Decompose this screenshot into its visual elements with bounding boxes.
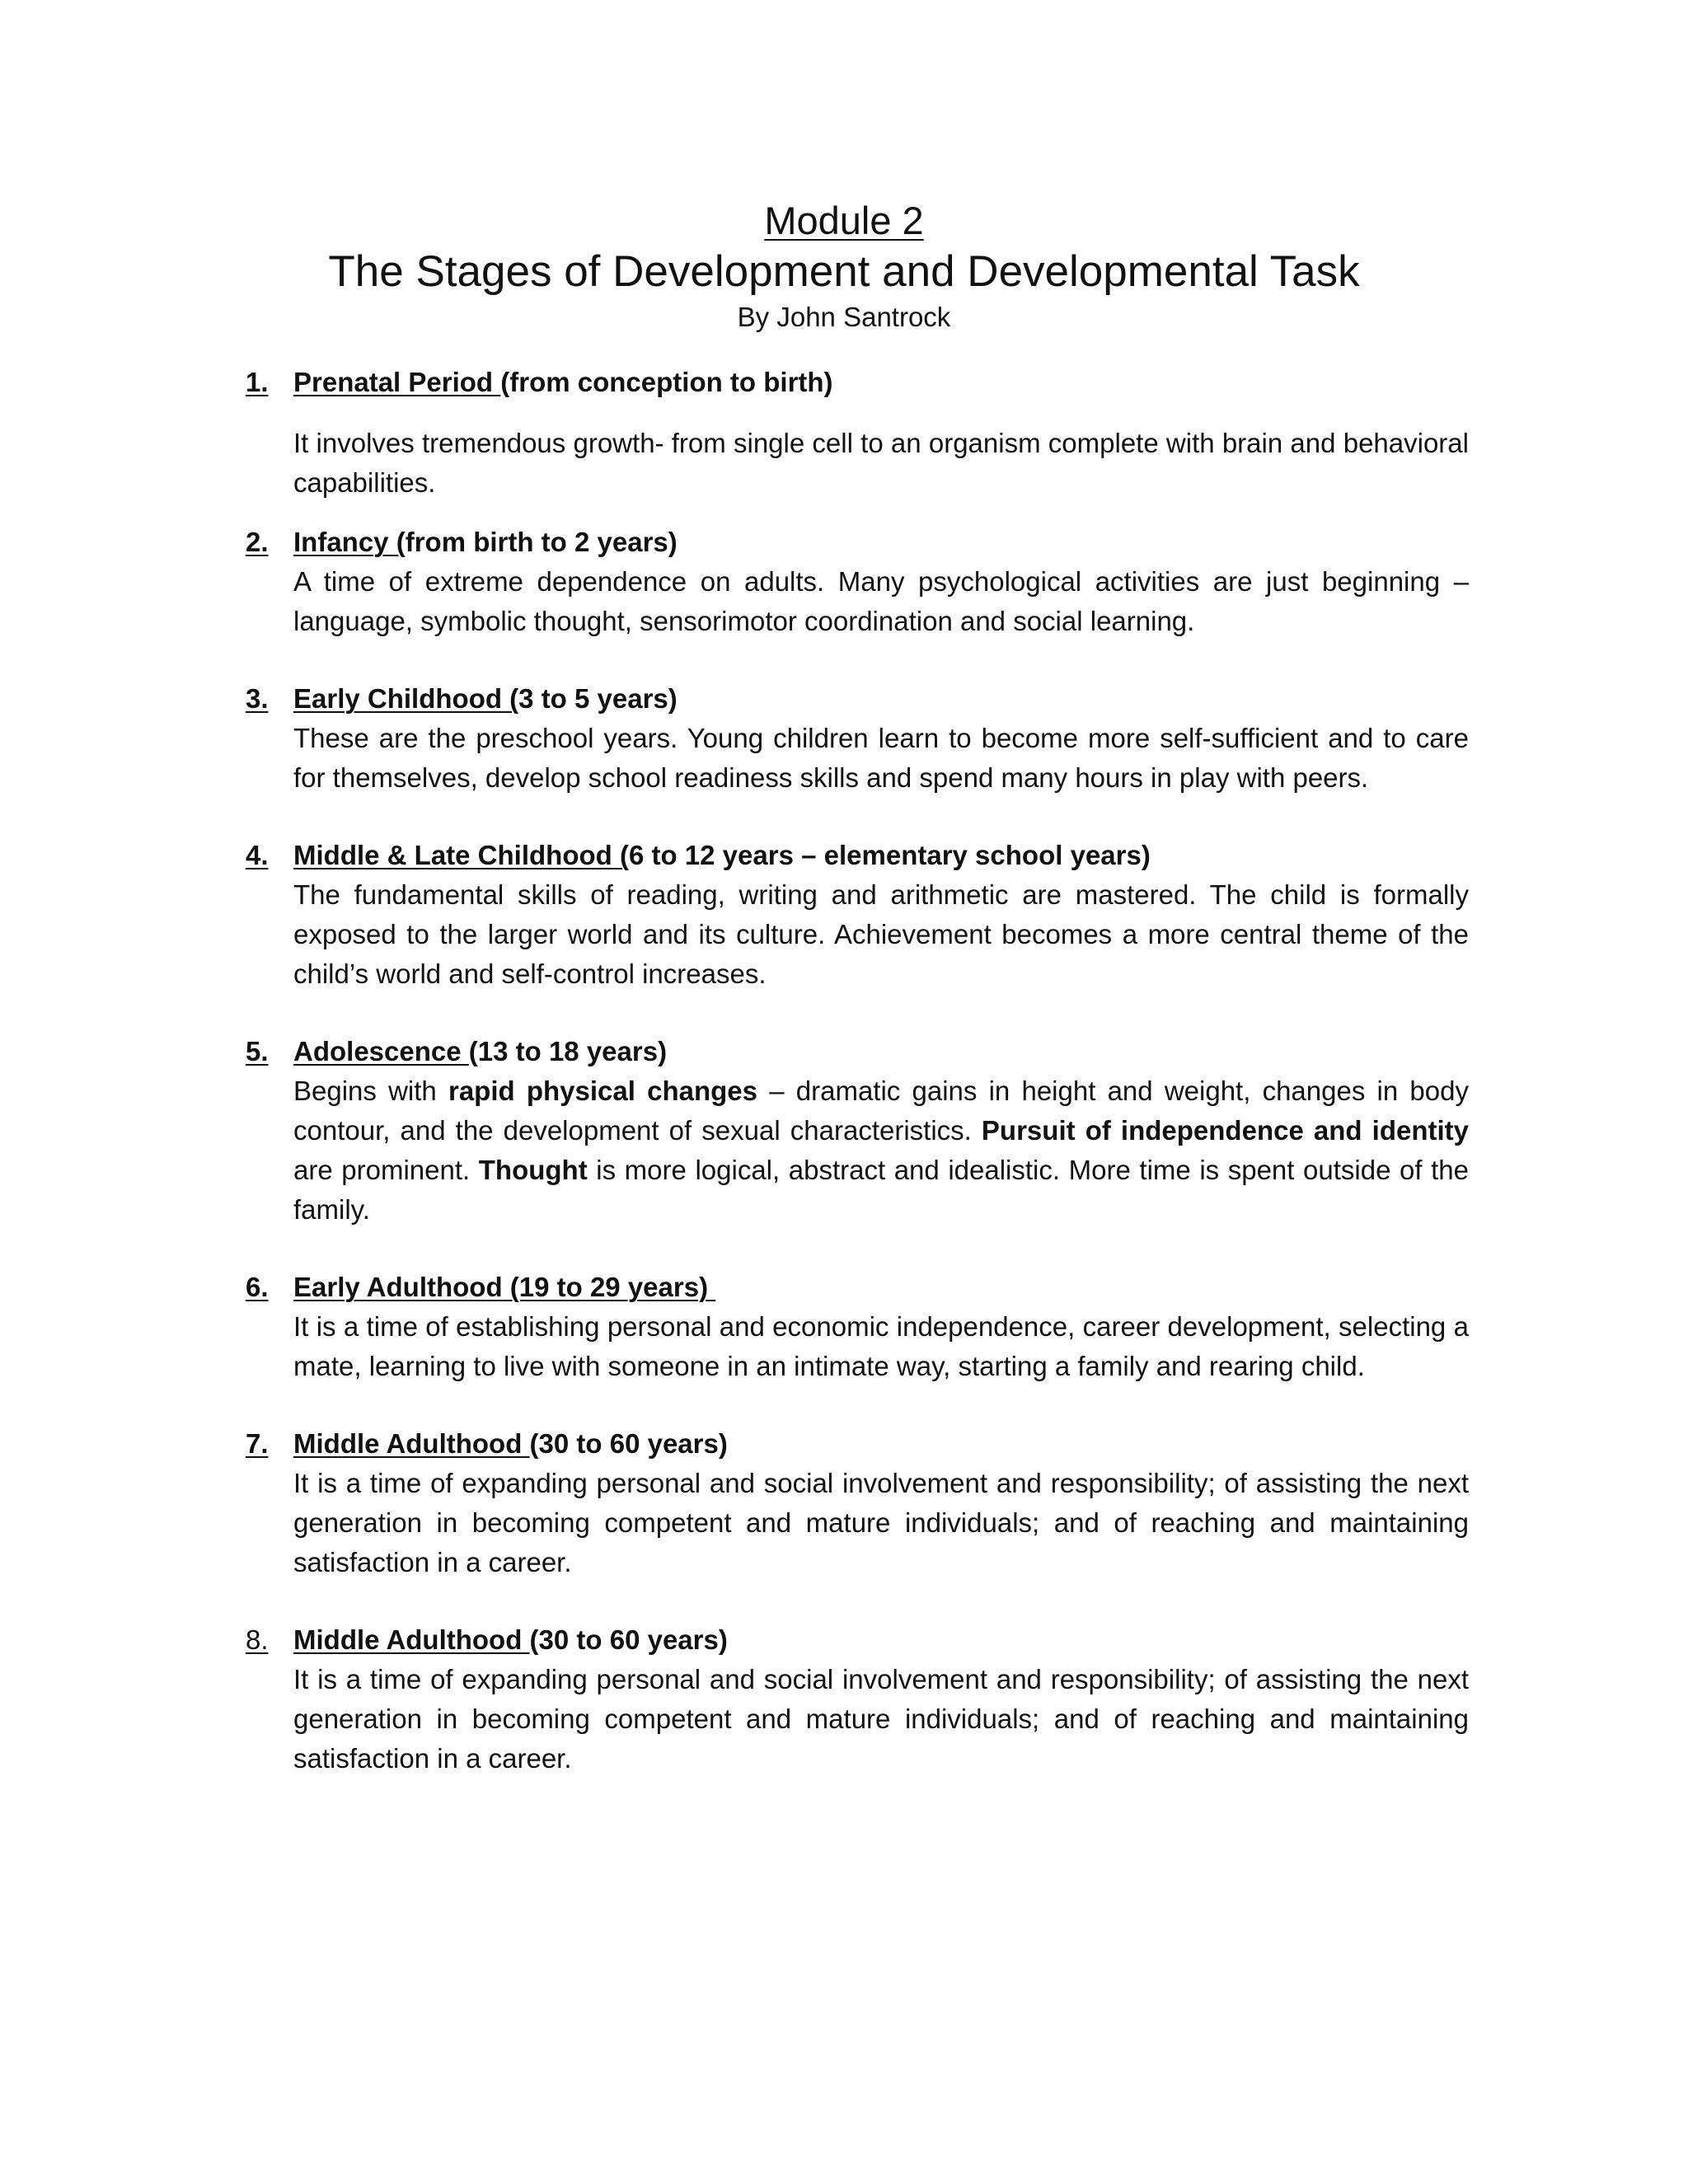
description-text: is more logical, abstract and idealistic. More time is spent outside of the family. [293,1155,1469,1225]
stage-description: It is a time of expanding personal and social involvement and responsibility; of assisting the next generation in becoming competent and mature individuals; and of reaching and maintaining satisfaction in a career. [293,1468,1469,1577]
stage-name: Middle Adulthood [293,1624,530,1655]
stage-item-middle-adulthood-repeat [246,1620,1469,1779]
stage-description: These are the preschool years. Young children learn to become more self-sufficient and to care for themselves, develop school readiness skills and spend many hours in play with peers. [293,723,1469,793]
stage-age-range: (30 to 60 years) [529,1624,728,1655]
document-author: By John Santrock [737,302,951,332]
stage-name: Middle & Late Childhood ( [293,840,629,870]
stage-name: Prenatal Period [293,367,501,397]
stage-name: Infancy ( [293,527,406,557]
stage-age-range: (13 to 18 years) [468,1036,668,1066]
stage-description [293,1071,1469,1230]
stage-name: Adolescence [293,1036,469,1066]
stage-heading [246,1032,1469,1071]
module-title: Module 2 [764,199,924,242]
description-text: – dramatic gains in height and weight, changes in body contour, and the development of sexual characteristics. [293,1076,1469,1146]
stage-heading [246,836,1469,875]
document-title: The Stages of Development and Developmental Task [328,247,1360,296]
stages-list [246,363,1469,1816]
stage-number: 6. [246,1272,269,1302]
stage-item-early-adulthood [246,1268,1469,1386]
stage-item-middle-late-childhood [246,836,1469,994]
stage-heading [246,363,1469,402]
stage-heading [246,1620,1469,1660]
stage-description: A time of extreme dependence on adults. Many psychological activities are just beginning – language, symbolic thought, sensorimotor coordination and social learning. [293,566,1469,636]
stage-age-range: 6 to 12 years – elementary school years) [628,840,1151,870]
stage-item-infancy [246,523,1469,641]
stage-heading [246,1424,1469,1464]
description-text: are prominent. [293,1155,479,1185]
stage-heading [246,523,1469,562]
stage-age-range: (30 to 60 years) [529,1428,728,1459]
stage-item-early-childhood [246,679,1469,798]
stage-item-adolescence [246,1032,1469,1230]
stage-name: Early Childhood ( [293,683,519,714]
stage-heading [246,1268,1469,1307]
stage-item-prenatal [246,363,1469,503]
stage-number: 7. [246,1428,269,1459]
emphasis-text: Pursuit of independence and identity [981,1115,1469,1146]
stage-description: The fundamental skills of reading, writing and arithmetic are mastered. The child is formally exposed to the larger world and its culture. Achievement becomes a more central theme of the child’s world and self-control increases. [293,879,1469,989]
stage-description: It involves tremendous growth- from single cell to an organism complete with brain and behavioral capabilities. [293,428,1469,498]
stage-name: Early Adulthood (19 to 29 years) [293,1272,716,1302]
document-header [0,196,1688,335]
stage-number: 5. [246,1036,269,1066]
stage-number: 1. [246,367,269,397]
stage-number: 4. [246,840,269,870]
emphasis-text: Thought [478,1155,588,1185]
stage-item-middle-adulthood [246,1424,1469,1582]
stage-number: 2. [246,527,269,557]
stage-age-range: (from conception to birth) [500,367,833,397]
stage-age-range: from birth to 2 years) [405,527,678,557]
description-text: Begins with [293,1076,448,1106]
stage-description: It is a time of expanding personal and social involvement and responsibility; of assisting the next generation in becoming competent and mature individuals; and of reaching and maintaining satisfaction in a career. [293,1664,1469,1774]
emphasis-text: rapid physical changes [448,1076,758,1106]
stage-age-range: 3 to 5 years) [518,683,678,714]
stage-name: Middle Adulthood [293,1428,530,1459]
stage-description: It is a time of establishing personal and economic independence, career development, selecting a mate, learning to live with someone in an intimate way, starting a family and rearing child. [293,1311,1469,1381]
stage-number: 8. [246,1624,269,1655]
stage-number: 3. [246,683,269,714]
stage-heading [246,679,1469,719]
